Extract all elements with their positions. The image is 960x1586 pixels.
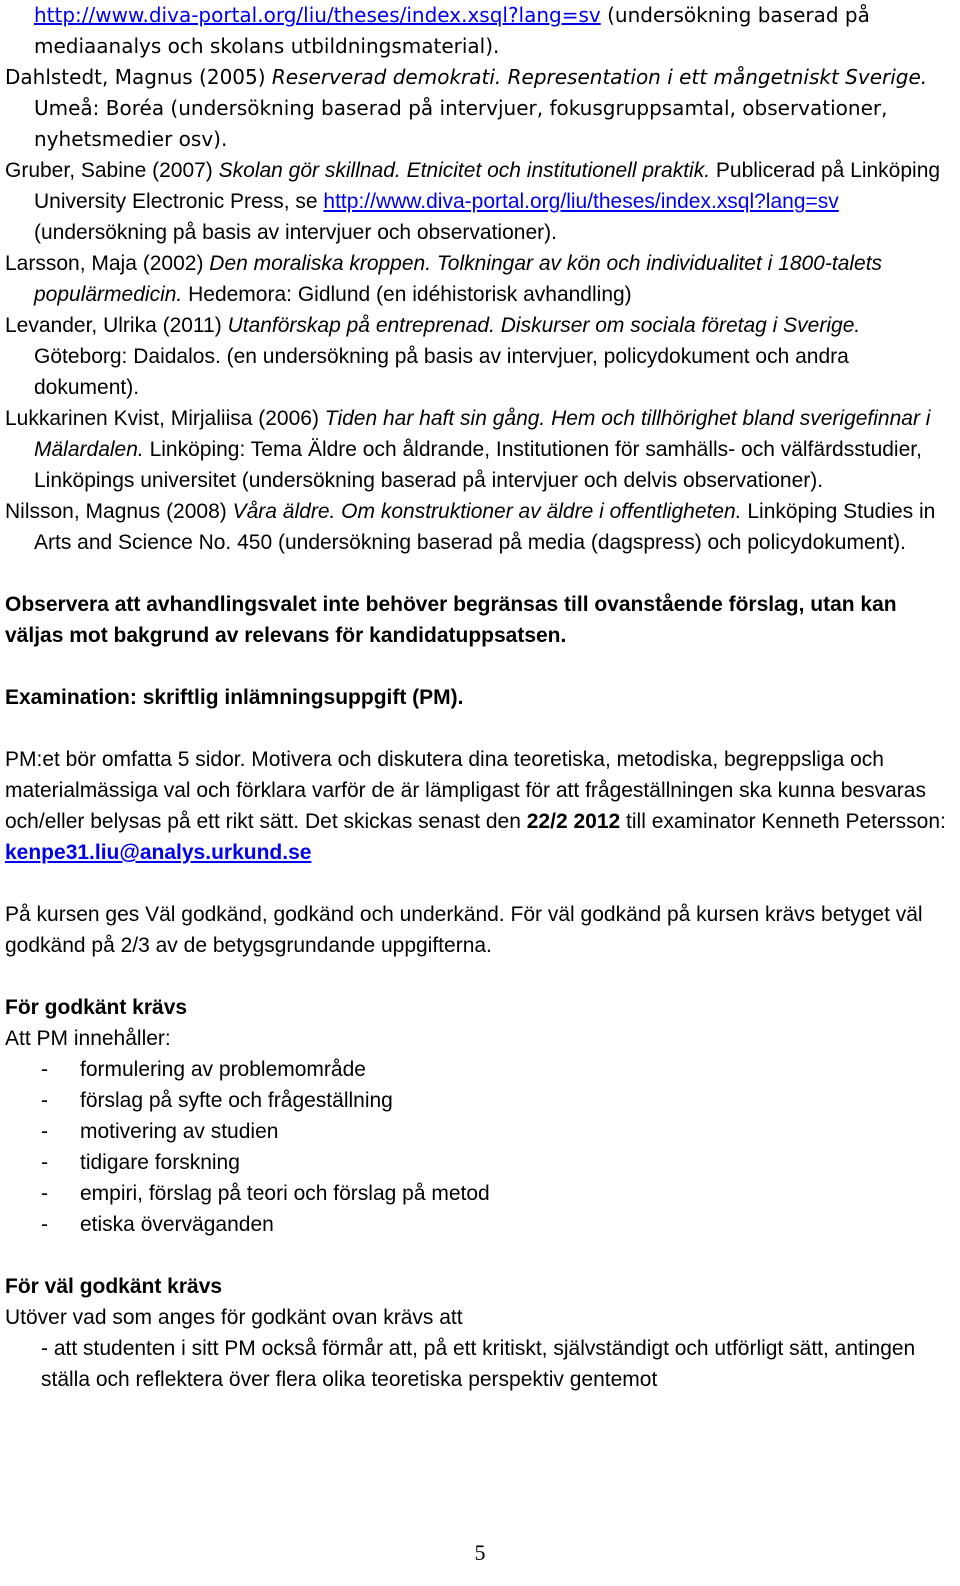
- reference-dahlstedt: [5, 62, 950, 155]
- reference-author: Lukkarinen Kvist, Mirjaliisa (2006): [5, 407, 325, 430]
- reference-larsson: [5, 248, 950, 310]
- reference-title: Reserverad demokrati. Representation i ett mångetniskt Sverige.: [271, 65, 928, 89]
- val-godkant-item: - att studenten i sitt PM också förmår att, på ett kritiskt, självständigt och utförligt sätt, antingen ställa och reflektera över flera olika teoretiska perspektiv gentemot: [41, 1337, 916, 1391]
- reference-levander: [5, 310, 950, 403]
- godkant-list: [5, 1054, 950, 1240]
- reference-author: Levander, Ulrika (2011): [5, 314, 228, 337]
- list-item: - empiri, förslag på teori och förslag på metod: [41, 1182, 490, 1205]
- reference-author: Gruber, Sabine (2007): [5, 159, 219, 182]
- val-godkant-intro: Utöver vad som anges för godkänt ovan krävs att: [5, 1306, 463, 1329]
- reference-note: Göteborg: Daidalos. (en undersökning på basis av intervjuer, policydokument och andra dokument).: [34, 345, 849, 399]
- reference-author: Nilsson, Magnus (2008): [5, 500, 233, 523]
- list-item: - formulering av problemområde: [41, 1058, 366, 1081]
- reference-title: Våra äldre. Om konstruktioner av äldre i offentligheten.: [232, 500, 742, 523]
- val-godkant-heading: För väl godkänt krävs: [5, 1275, 223, 1298]
- reference-note: Linköping Studies in Arts and Science No. 450 (undersökning baserad på media (dagspress) och policydokument).: [34, 500, 936, 554]
- page-number: 5: [474, 1540, 486, 1565]
- diva-portal-link[interactable]: http://www.diva-portal.org/liu/theses/index.xsql?lang=sv: [323, 190, 839, 213]
- deadline-date: 22/2 2012: [526, 810, 621, 833]
- reference-title: Utanförskap på entreprenad. Diskurser om sociala företag i Sverige.: [227, 314, 861, 337]
- examination-heading: Examination: skriftlig inlämningsuppgift (PM).: [5, 686, 464, 709]
- reference-note: mediaanalys och skolans utbildningsmaterial).: [34, 34, 500, 58]
- reference-nilsson: [5, 496, 950, 558]
- diva-portal-link[interactable]: http://www.diva-portal.org/liu/theses/index.xsql?lang=sv: [34, 3, 601, 27]
- document-page: [5, 0, 950, 1395]
- list-item: - etiska överväganden: [41, 1213, 274, 1236]
- reference-title: Tiden har haft sin gång. Hem och tillhörighet bland sverigefinnar i Mälardalen.: [34, 407, 931, 461]
- godkant-intro: Att PM innehåller:: [5, 1027, 171, 1050]
- examiner-email-link[interactable]: kenpe31.liu@analys.urkund.se: [5, 841, 312, 864]
- reference-author: Larsson, Maja (2002): [5, 252, 210, 275]
- reference-continued: [5, 0, 950, 62]
- pm-text: till examinator Kenneth Petersson:: [620, 810, 946, 833]
- reference-note: Publicerad på Linköping University Electronic Press, se: [34, 159, 941, 213]
- reference-note: Hedemora: Gidlund (en idéhistorisk avhandling): [182, 283, 632, 306]
- pm-text: PM:et bör omfatta 5 sidor. Motivera och diskutera dina teoretiska, metodiska, begreppsliga och materialmässiga val och förklara varför de är lämpligast för att frågeställningen ska kunna besvaras och/eller belysas på ett rikt sätt. Det skickas senast den: [5, 748, 926, 833]
- reference-note: (undersökning på basis av intervjuer och observationer).: [34, 221, 557, 244]
- list-item: - tidigare forskning: [41, 1151, 240, 1174]
- godkant-heading: För godkänt krävs: [5, 996, 188, 1019]
- reference-title: Skolan gör skillnad. Etnicitet och institutionell praktik.: [218, 159, 711, 182]
- pm-instructions: [5, 744, 950, 868]
- reference-author: Dahlstedt, Magnus (2005): [5, 65, 272, 89]
- reference-note: (undersökning baserad på: [600, 3, 870, 27]
- reference-title: Den moraliska kroppen. Tolkningar av kön och individualitet i 1800-talets populärmedicin.: [34, 252, 883, 306]
- list-item: - motivering av studien: [41, 1120, 279, 1143]
- reference-gruber: [5, 155, 950, 248]
- observe-note: Observera att avhandlingsvalet inte behöver begränsas till ovanstående förslag, utan kan väljas mot bakgrund av relevans för kandidatuppsatsen.: [5, 593, 897, 647]
- reference-note: Linköping: Tema Äldre och åldrande, Institutionen för samhälls- och välfärdsstudier, Linköpings universitet (undersökning baserad på intervjuer och delvis observationer).: [34, 438, 922, 492]
- list-item: - förslag på syfte och frågeställning: [41, 1089, 393, 1112]
- reference-lukkarinen: [5, 403, 950, 496]
- grading-info: På kursen ges Väl godkänd, godkänd och underkänd. För väl godkänd på kursen krävs betyget väl godkänd på 2/3 av de betygsgrundande uppgifterna.: [5, 903, 923, 957]
- reference-note: Umeå: Boréa (undersökning baserad på intervjuer, fokusgruppsamtal, observationer, nyhetsmedier osv).: [34, 96, 888, 151]
